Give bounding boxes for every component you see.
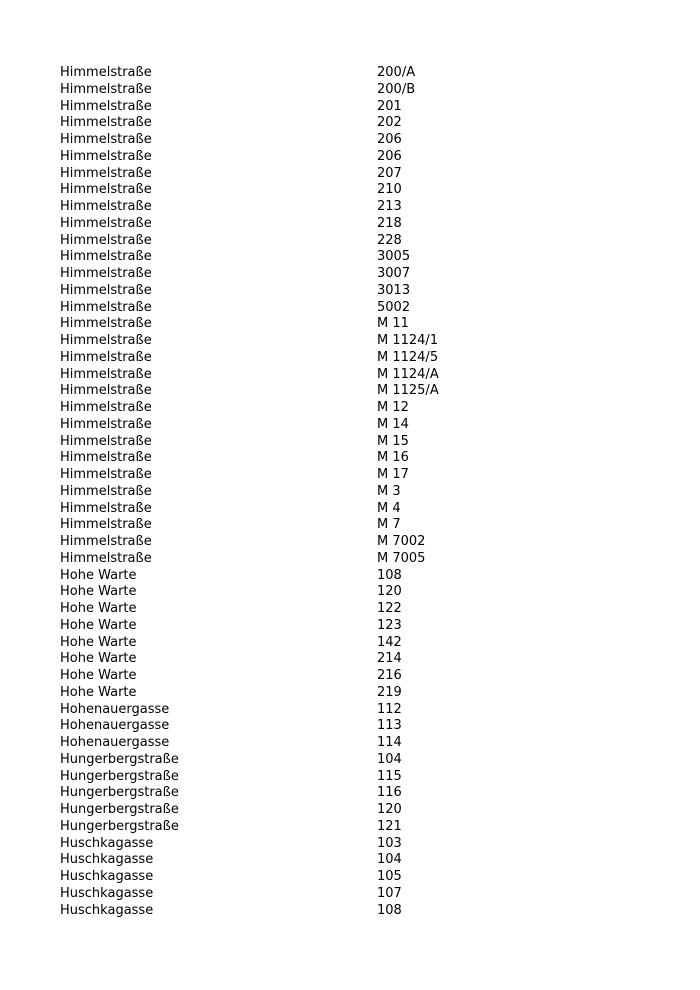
street-name: Himmelstraße [60,199,152,214]
street-name: Himmelstraße [60,165,152,181]
house-number: 206 [377,148,402,164]
house-number: 105 [377,869,402,884]
house-number: 104 [377,751,402,767]
list-item [60,367,660,384]
house-number: 228 [377,232,402,248]
house-number: 216 [377,668,402,683]
street-name: Himmelstraße [60,467,152,482]
list-item [60,501,660,518]
list-item [60,869,660,886]
street-name: Himmelstraße [60,316,152,332]
list-item [60,467,660,484]
list-item [60,752,660,769]
list-item [60,819,660,836]
house-number: M 7002 [377,534,426,549]
street-name: Himmelstraße [60,81,152,97]
list-item [60,249,660,266]
address-list [60,65,660,919]
street-name: Himmelstraße [60,333,152,348]
house-number: 200/B [377,81,416,97]
list-item [60,82,660,99]
list-item [60,534,660,551]
house-number: M 1124/1 [377,333,439,348]
house-number: 202 [377,115,402,131]
list-item [60,484,660,501]
list-item [60,769,660,786]
list-item [60,166,660,183]
list-item [60,635,660,652]
list-item [60,685,660,702]
house-number: 107 [377,885,402,901]
list-item [60,216,660,233]
list-item [60,417,660,434]
list-item [60,383,660,400]
street-name: Himmelstraße [60,433,152,449]
house-number: 206 [377,132,402,147]
house-number: M 1124/A [377,366,439,382]
list-item [60,836,660,853]
list-item [60,65,660,82]
house-number: 104 [377,852,402,868]
list-item [60,735,660,752]
list-item [60,886,660,903]
house-number: 120 [377,584,402,600]
house-number: M 17 [377,467,409,482]
list-item [60,568,660,585]
house-number: 114 [377,735,402,750]
house-number: 207 [377,165,402,181]
list-item [60,199,660,216]
house-number: 3007 [377,266,411,281]
house-number: 5002 [377,299,411,315]
house-number: M 1124/5 [377,349,439,365]
street-name: Himmelstraße [60,182,152,198]
street-name: Hohe Warte [60,668,137,683]
list-item [60,702,660,719]
street-name: Huschkagasse [60,885,154,901]
list-item [60,99,660,116]
list-item [60,903,660,920]
house-number: M 14 [377,416,409,432]
house-number: 142 [377,634,402,650]
house-number: 214 [377,651,402,667]
street-name: Hungerbergstraße [60,768,179,784]
street-name: Himmelstraße [60,98,152,114]
house-number: 218 [377,215,402,231]
house-number: 122 [377,601,402,616]
street-name: Hohe Warte [60,634,137,650]
house-number: 108 [377,902,402,918]
street-name: Himmelstraße [60,349,152,365]
street-name: Himmelstraße [60,65,152,80]
list-item [60,316,660,333]
street-name: Huschkagasse [60,852,154,868]
street-name: Hohenauergasse [60,718,170,734]
house-number: 123 [377,617,402,633]
house-number: M 3 [377,483,401,499]
list-item [60,651,660,668]
list-item [60,115,660,132]
street-name: Hohe Warte [60,651,137,667]
list-item [60,233,660,250]
street-name: Himmelstraße [60,400,152,415]
street-name: Himmelstraße [60,383,152,399]
list-item [60,182,660,199]
street-name: Himmelstraße [60,215,152,231]
list-item [60,300,660,317]
street-name: Hungerbergstraße [60,802,179,817]
list-item [60,601,660,618]
house-number: 121 [377,818,402,834]
street-name: Himmelstraße [60,132,152,147]
street-name: Himmelstraße [60,266,152,281]
house-number: 120 [377,802,402,817]
house-number: 201 [377,98,402,114]
street-name: Himmelstraße [60,416,152,432]
street-name: Himmelstraße [60,483,152,499]
street-name: Himmelstraße [60,299,152,315]
house-number: M 7005 [377,550,426,566]
street-name: Himmelstraße [60,366,152,382]
street-name: Huschkagasse [60,835,154,851]
list-item [60,132,660,149]
street-name: Huschkagasse [60,869,154,884]
street-name: Himmelstraße [60,282,152,298]
street-name: Hohenauergasse [60,735,170,750]
street-name: Hohe Warte [60,617,137,633]
house-number: M 4 [377,500,401,516]
street-name: Himmelstraße [60,148,152,164]
list-item [60,785,660,802]
street-name: Himmelstraße [60,550,152,566]
house-number: 103 [377,835,402,851]
list-item [60,718,660,735]
list-item [60,350,660,367]
list-item [60,618,660,635]
house-number: 3005 [377,249,411,265]
list-item [60,802,660,819]
street-name: Hungerbergstraße [60,818,179,834]
house-number: 116 [377,785,402,801]
list-item [60,283,660,300]
street-name: Himmelstraße [60,115,152,131]
list-item [60,400,660,417]
list-item [60,551,660,568]
street-name: Hungerbergstraße [60,751,179,767]
street-name: Himmelstraße [60,232,152,248]
street-name: Hungerbergstraße [60,785,179,801]
house-number: 210 [377,182,402,198]
street-name: Himmelstraße [60,450,152,466]
house-number: M 12 [377,400,409,415]
house-number: M 16 [377,450,409,466]
list-item [60,584,660,601]
house-number: 200/A [377,65,416,80]
house-number: 108 [377,567,402,583]
house-number: 113 [377,718,402,734]
street-name: Hohenauergasse [60,701,170,717]
list-item [60,434,660,451]
house-number: M 7 [377,517,401,533]
street-name: Himmelstraße [60,534,152,549]
list-item [60,333,660,350]
list-item [60,852,660,869]
street-name: Hohe Warte [60,567,137,583]
street-name: Himmelstraße [60,500,152,516]
list-item [60,266,660,283]
list-item [60,668,660,685]
list-item [60,517,660,534]
house-number: 115 [377,768,402,784]
house-number: M 11 [377,316,409,332]
street-name: Huschkagasse [60,902,154,918]
street-name: Himmelstraße [60,249,152,265]
house-number: M 1125/A [377,383,439,399]
house-number: 213 [377,199,402,214]
street-name: Hohe Warte [60,584,137,600]
street-name: Hohe Warte [60,684,137,700]
street-name: Hohe Warte [60,601,137,616]
house-number: 3013 [377,282,411,298]
house-number: 112 [377,701,402,717]
street-name: Himmelstraße [60,517,152,533]
house-number: 219 [377,684,402,700]
house-number: M 15 [377,433,409,449]
list-item [60,149,660,166]
list-item [60,450,660,467]
